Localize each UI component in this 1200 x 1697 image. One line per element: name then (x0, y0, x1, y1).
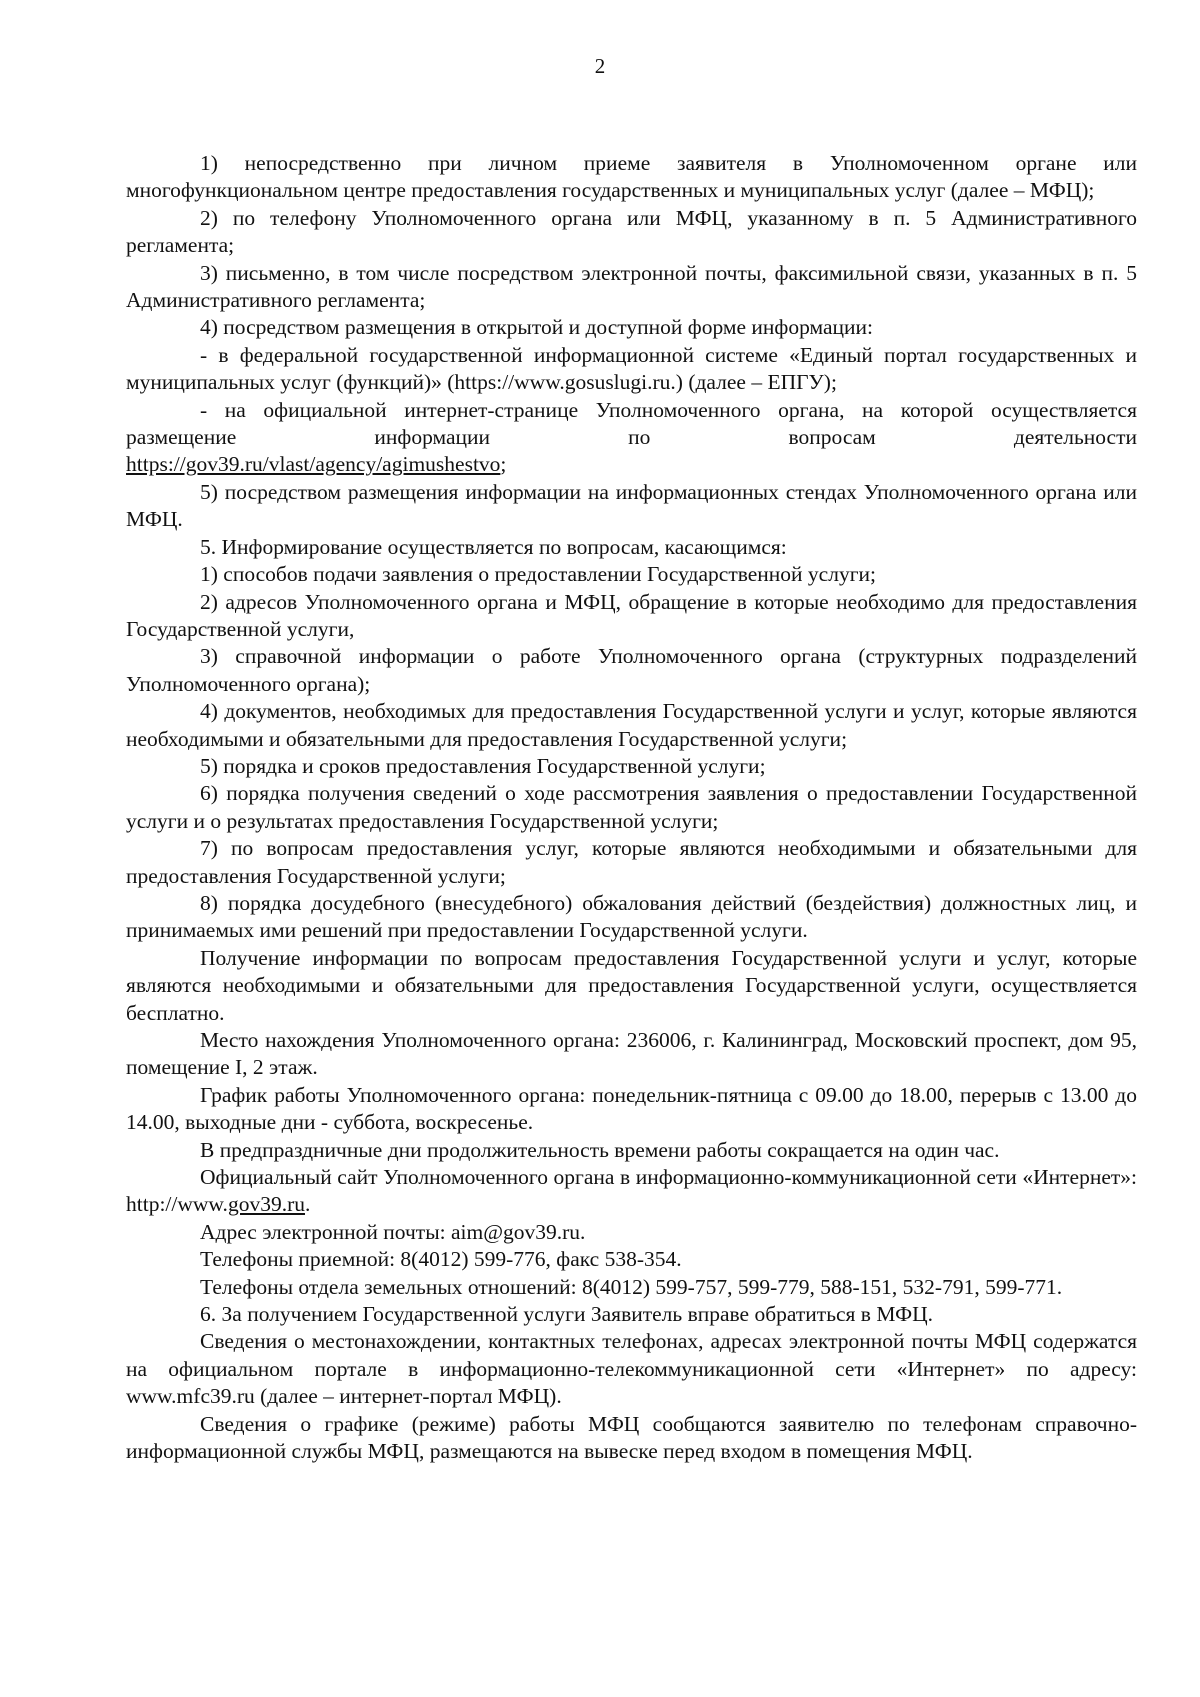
website-text: Официальный сайт Уполномоченного органа в информационно-коммуникационной сети «Интернет»: http://www. (126, 1165, 1137, 1217)
paragraph-land-phones: Телефоны отдела земельных отношений: 8(4012) 599-757, 599-779, 588-151, 532-791, 599-771. (200, 1274, 1063, 1299)
paragraph-topic-8: 8) порядка досудебного (внесудебного) обжалования действий (бездействия) должностных лиц, и принимаемых ими решений при предоставлении Государственной услуги. (126, 890, 1137, 943)
paragraph-section-6: 6. За получением Государственной услуги Заявитель вправе обратиться в МФЦ. (200, 1302, 934, 1327)
paragraph-topic-4: 4) документов, необходимых для предоставления Государственной услуги и услуг, которые являются необходимыми и обязательными для предоставления Государственной услуги; (126, 699, 1137, 751)
paragraph-item-2: 2) по телефону Уполномоченного органа или МФЦ, указанному в п. 5 Административного регламента; (126, 205, 1137, 258)
paragraph-section-5: 5. Информирование осуществляется по вопросам, касающимся: (200, 534, 787, 559)
paragraph-topic-5: 5) порядка и сроков предоставления Государственной услуги; (200, 753, 766, 778)
paragraph-mfc-contacts: Сведения о местонахождении, контактных телефонах, адресах электронной почты МФЦ содержатся на официальном портале в информационно-телекоммуникационной сети «Интернет» по адресу: www.mfc39.ru (далее – интернет-портал МФЦ). (126, 1329, 1137, 1409)
paragraph-topic-3: 3) справочной информации о работе Уполномоченного органа (структурных подразделений Уполномоченного органа); (126, 644, 1137, 696)
agency-link[interactable]: https://gov39.ru/vlast/agency/agimushestvo (126, 452, 501, 477)
paragraph-item-5-stands: 5) посредством размещения информации на информационных стендах Уполномоченного органа или МФЦ. (126, 479, 1137, 532)
paragraph-topic-1: 1) способов подачи заявления о предоставлении Государственной услуги; (200, 562, 876, 587)
paragraph-email: Адрес электронной почты: aim@gov39.ru. (200, 1219, 586, 1244)
paragraph-official-page: - на официальной интернет-странице Уполномоченного органа, на которой осуществляется размещение информации по вопросам деятельности (126, 397, 1137, 450)
paragraph-item-4: 4) посредством размещения в открытой и доступной форме информации: (200, 315, 873, 340)
paragraph-item-3: 3) письменно, в том числе посредством электронной почты, факсимильной связи, указанных в п. 5 Административного регламента; (126, 260, 1137, 313)
document-body (126, 150, 1137, 1466)
page-number: 2 (594, 54, 606, 78)
paragraph-reception-phones: Телефоны приемной: 8(4012) 599-776, факс 538-354. (200, 1247, 682, 1272)
paragraph-topic-7: 7) по вопросам предоставления услуг, которые являются необходимыми и обязательными для предоставления Государственной услуги; (126, 836, 1137, 888)
paragraph-topic-2: 2) адресов Уполномоченного органа и МФЦ, обращение в которые необходимо для предоставления Государственной услуги, (126, 589, 1137, 641)
paragraph-website (126, 1164, 1137, 1219)
website-link[interactable]: gov39.ru (227, 1192, 305, 1217)
paragraph-topic-6: 6) порядка получения сведений о ходе рассмотрения заявления о предоставлении Государственной услуги и о результатах предоставления Государственной услуги; (126, 781, 1137, 833)
paragraph-agency-link-line (126, 451, 1137, 478)
paragraph-free-info: Получение информации по вопросам предоставления Государственной услуги и услуг, которые являются необходимыми и обязательными для предоставления Государственной услуги, осуществляется бесплатно. (126, 945, 1137, 1025)
paragraph-location: Место нахождения Уполномоченного органа: 236006, г. Калининград, Московский проспект, дом 95, помещение I, 2 этаж. (126, 1028, 1137, 1080)
paragraph-schedule: График работы Уполномоченного органа: понедельник-пятница с 09.00 до 18.00, перерыв с 13.00 до 14.00, выходные дни - суббота, воскресенье. (126, 1082, 1137, 1135)
paragraph-mfc-schedule: Сведения о графике (режиме) работы МФЦ сообщаются заявителю по телефонам справочно-информационной службы МФЦ, размещаются на вывеске перед входом в помещения МФЦ. (126, 1411, 1137, 1464)
website-period: . (304, 1192, 311, 1217)
agency-link-semicolon: ; (500, 452, 507, 477)
paragraph-epgu: - в федеральной государственной информационной системе «Единый портал государственных и муниципальных услуг (функций)» (https://www.gosuslugi.ru.) (далее – ЕПГУ); (126, 342, 1137, 395)
paragraph-item-1: 1) непосредственно при личном приеме заявителя в Уполномоченном органе или многофункциональном центре предоставления государственных и муниципальных услуг (далее – МФЦ); (126, 151, 1137, 203)
paragraph-holidays: В предпраздничные дни продолжительность времени работы сокращается на один час. (200, 1137, 1000, 1162)
